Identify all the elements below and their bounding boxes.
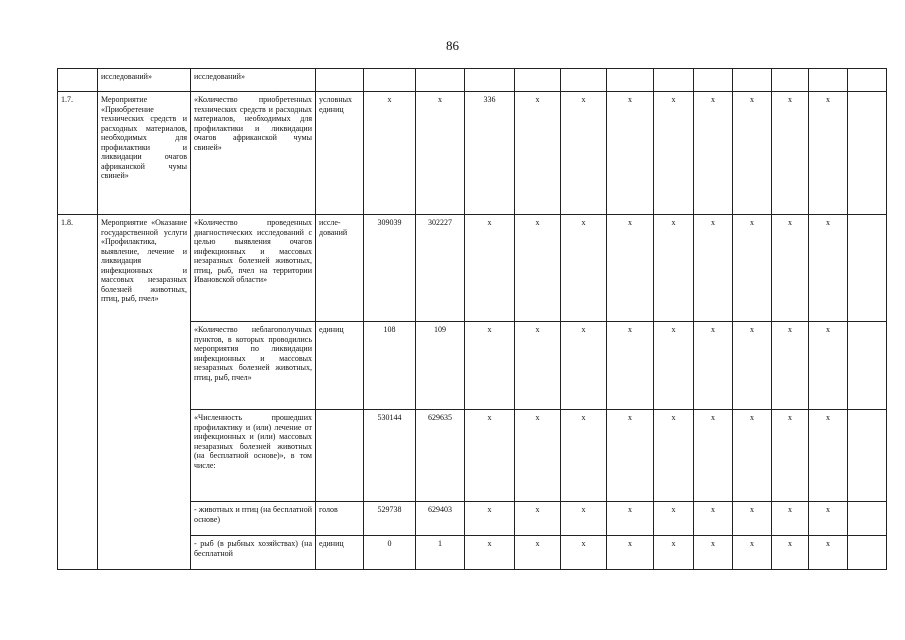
value-cell: x [465,502,515,536]
value-cell: x [654,502,694,536]
value-cell: x [515,536,561,570]
value-cell: 108 [364,322,416,410]
value-cell: x [561,536,607,570]
value-cell: x [654,410,694,502]
value-cell [515,69,561,92]
unit-cell [316,410,364,502]
value-cell: x [561,322,607,410]
indicator-cell: «Количество проведенных диагностических исследований с целью выявления очагов инфекционных и массовых незаразных болезней животных, птиц, рыб, пчел на территории Ивановской области» [191,215,316,322]
value-cell: x [654,322,694,410]
value-cell [848,502,887,536]
value-cell: x [733,502,772,536]
value-cell: x [561,92,607,215]
value-cell [848,215,887,322]
value-cell: x [515,215,561,322]
page-number: 86 [446,38,459,53]
value-cell: x [733,322,772,410]
value-cell: 302227 [416,215,465,322]
value-cell: 629403 [416,502,465,536]
value-cell: x [465,215,515,322]
value-cell: x [694,322,733,410]
value-cell: x [416,92,465,215]
indicator-cell: - животных и птиц (на бесплатной основе) [191,502,316,536]
value-cell: x [654,536,694,570]
value-cell: x [515,322,561,410]
value-cell [416,69,465,92]
value-cell: x [772,536,809,570]
value-cell: x [809,322,848,410]
indicator-table [57,68,887,570]
value-cell: x [561,410,607,502]
value-cell: x [772,215,809,322]
value-cell: 309039 [364,215,416,322]
value-cell: 530144 [364,410,416,502]
event-cell: Мероприятие «Приобретение технических средств и расходных материалов, необходимых для профилактики и ликвидации очагов африканской чумы свиней» [98,92,191,215]
value-cell: x [515,92,561,215]
value-cell: x [694,92,733,215]
value-cell: 0 [364,536,416,570]
value-cell: x [561,215,607,322]
indicator-cell: «Количество неблагополучных пунктов, в которых проводились мероприятия по ликвидации инфекционных и массовых незаразных болезней животных, птиц, рыб, пчел» [191,322,316,410]
value-cell: x [809,92,848,215]
value-cell: x [694,410,733,502]
value-cell [733,69,772,92]
value-cell: x [465,536,515,570]
value-cell: x [694,502,733,536]
value-cell [809,69,848,92]
value-cell: x [607,410,654,502]
value-cell: x [772,322,809,410]
event-cell: исследований» [98,69,191,92]
value-cell: x [607,92,654,215]
value-cell [364,69,416,92]
value-cell: 1 [416,536,465,570]
value-cell: x [654,215,694,322]
value-cell: x [607,536,654,570]
unit-cell: единиц [316,536,364,570]
unit-cell: условных единиц [316,92,364,215]
indicator-cell: «Количество приобретенных технических средств и расходных материалов, необходимых для профилактики и ликвидации очагов африканской чумы свиней» [191,92,316,215]
table-row [58,92,887,215]
value-cell: 336 [465,92,515,215]
value-cell: x [561,502,607,536]
value-cell: x [733,215,772,322]
value-cell [848,92,887,215]
indicator-cell: «Численность прошедших профилактику и (или) лечение от инфекционных и (или) массовых незаразных болезней животных (на бесплатной основе)», в том числе: [191,410,316,502]
value-cell: 629635 [416,410,465,502]
value-cell: x [607,502,654,536]
indicator-cell: исследований» [191,69,316,92]
value-cell: x [809,502,848,536]
value-cell: 529738 [364,502,416,536]
value-cell: x [694,215,733,322]
value-cell [561,69,607,92]
unit-cell: иссле-дований [316,215,364,322]
value-cell [654,69,694,92]
value-cell: x [772,92,809,215]
value-cell: x [654,92,694,215]
value-cell: x [607,215,654,322]
unit-cell: единиц [316,322,364,410]
value-cell: 109 [416,322,465,410]
value-cell [607,69,654,92]
value-cell [848,536,887,570]
value-cell: x [733,410,772,502]
indicator-cell: - рыб (в рыбных хозяйствах) (на бесплатной [191,536,316,570]
value-cell [694,69,733,92]
value-cell: x [809,215,848,322]
value-cell: x [515,410,561,502]
unit-cell [316,69,364,92]
row-number-cell [58,69,98,92]
table-row [58,69,887,92]
value-cell: x [515,502,561,536]
value-cell: x [809,410,848,502]
value-cell [848,69,887,92]
value-cell [465,69,515,92]
value-cell: x [772,410,809,502]
row-number-cell: 1.7. [58,92,98,215]
value-cell: x [772,502,809,536]
table-row [58,215,887,322]
value-cell: x [465,322,515,410]
value-cell: x [733,536,772,570]
unit-cell: голов [316,502,364,536]
row-number-cell: 1.8. [58,215,98,570]
value-cell [848,410,887,502]
event-cell: Мероприятие «Оказание государственной услуги «Профилактика, выявление, лечение и ликвидация инфекционных и массовых незаразных болезней животных, птиц, рыб, пчел» [98,215,191,570]
value-cell [848,322,887,410]
value-cell: x [694,536,733,570]
value-cell: x [607,322,654,410]
value-cell: x [733,92,772,215]
value-cell [772,69,809,92]
value-cell: x [364,92,416,215]
value-cell: x [809,536,848,570]
value-cell: x [465,410,515,502]
